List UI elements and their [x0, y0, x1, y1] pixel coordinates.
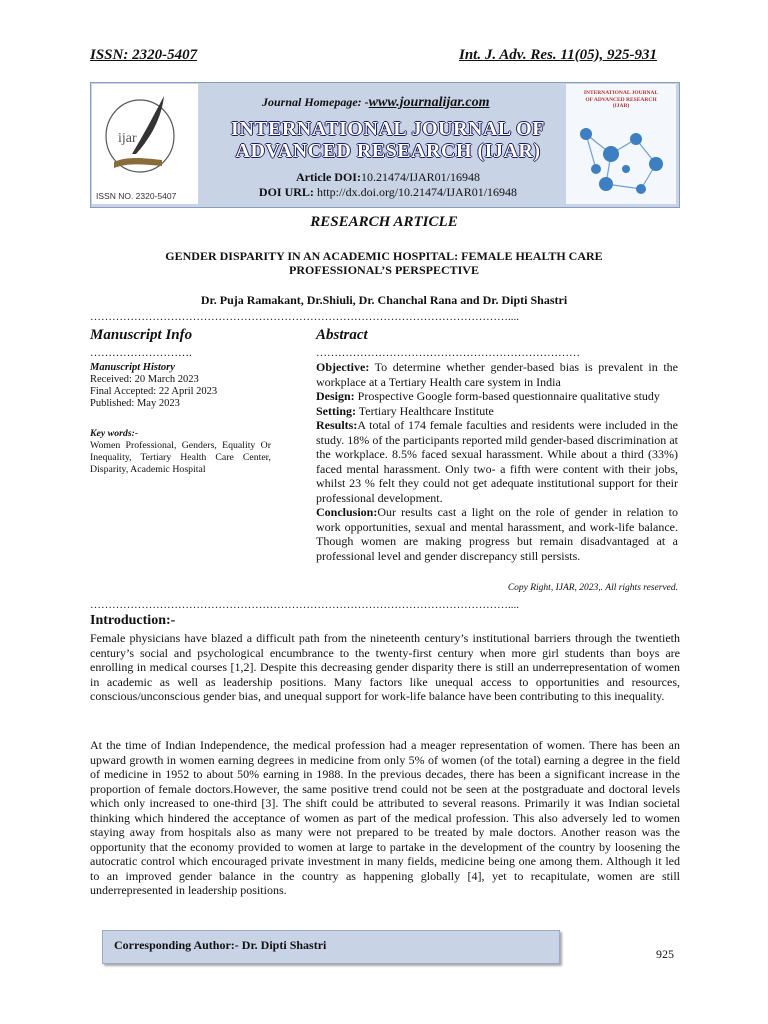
copyright-notice: Copy Right, IJAR, 2023,. All rights reserved.	[507, 583, 678, 593]
separator-bottom: ……………………………………………………………………………………………………....	[90, 599, 519, 611]
introduction-heading: Introduction:-	[90, 613, 176, 628]
article-type: RESEARCH ARTICLE	[310, 214, 458, 230]
doi-block	[218, 170, 558, 200]
doi-url-link[interactable]: http://dx.doi.org/10.21474/IJAR01/16948	[316, 185, 518, 199]
homepage-link[interactable]: www.journalijar.com	[368, 95, 490, 110]
paper-title-line1: GENDER DISPARITY IN AN ACADEMIC HOSPITAL: FEMALE HEALTH CARE	[165, 249, 603, 263]
doi-value: 10.21474/IJAR01/16948	[360, 170, 480, 184]
abstract-body	[316, 360, 678, 563]
manuscript-info-heading: Manuscript Info	[90, 327, 193, 343]
logo-issn: ISSN NO. 2320-5407	[96, 191, 177, 201]
published-date: Published: May 2023	[90, 398, 180, 409]
doi-label: Article DOI:	[296, 170, 361, 184]
abstract-heading: Abstract	[316, 327, 368, 343]
abstract-design: Design: Prospective Google form-based questionnaire qualitative study	[316, 389, 660, 403]
corresponding-author: Corresponding Author:- Dr. Dipti Shastri	[114, 938, 327, 952]
separator-top: ……………………………………………………………………………………………………....	[90, 311, 519, 323]
cover-title: INTERNATIONAL JOURNAL OF ADVANCED RESEARCH (IJAR)	[583, 90, 659, 109]
paper-title-line2: PROFESSIONAL’S PERSPECTIVE	[289, 263, 479, 277]
journal-title-line1: INTERNATIONAL JOURNAL OF	[231, 118, 545, 140]
author-list: Dr. Puja Ramakant, Dr.Shiuli, Dr. Chanchal Rana and Dr. Dipti Shastri	[200, 293, 568, 307]
introduction-paragraph-1: Female physicians have blazed a difficult path from the nineteenth century’s institutional barriers through the twentieth century’s social and psychological encumbrance to the twenty-first century when more girl students than boys are enrolling in medical courses [1,2]. Despite this decreasing gender disparity there is still an underrepresentation of women in academic as well as leadership positions. Many factors like unequal access to opportunities and resources, conscious/unconscious gender bias, and unequal support for work-life balance have been contributing to this inequality.	[90, 631, 680, 703]
logo-text: ijar	[118, 131, 137, 146]
introduction-paragraph-2: At the time of Indian Independence, the medical profession had a meager representation of women. There has been an upward growth in women earning degrees in medicine from only 5% of women (of the total) earning a degree in the field of medicine in 1952 to about 50% earning in 1988. In the previous decades, there has been a significant increase in the proportion of female doctors.However, the same positive trend could not be seen at the postgraduate and doctoral levels which only increased to one-third [3]. The shift could be attributed to several reasons. Primarily it was Indian societal thinking which hindered the acceptance of women as part of the medical profession. This also adversely led to women staying away from hospitals also as many were not prepared to be treated by male doctors. Another reason was the opportunity that the economy provided to women at large to partake in the development of the country by loosening the autocratic control which encouraged private investment in many fields, medicine being one among them. Although it led to an improved gender balance in the country as happening globally [4], yet to recapitulate, women are still underrepresented in leadership positions.	[90, 738, 680, 897]
journal-homepage	[262, 95, 490, 111]
doi-url-label: DOI URL:	[258, 185, 314, 199]
journal-logo	[92, 84, 198, 204]
abstract-dots: ………………………………………………………………	[316, 347, 580, 359]
journal-title	[218, 118, 558, 162]
journal-title-line2: ADVANCED RESEARCH (IJAR)	[235, 140, 541, 162]
keywords-label: Key words:-	[90, 428, 139, 439]
journal-cover-image	[566, 84, 676, 204]
abstract-objective: Objective: To determine whether gender-based bias is prevalent in the workplace at a Tertiary Health care system in India	[316, 360, 678, 389]
accepted-date: Final Accepted: 22 April 2023	[90, 386, 218, 397]
keywords-text: Women Professional, Genders, Equality Or Inequality, Tertiary Health Care Center, Disparity, Academic Hospital	[90, 440, 271, 475]
abstract-conclusion: Conclusion:Our results cast a light on the role of gender in relation to work opportunities, sexual and mental harassment, and work-life balance. Though women are making progress but remain disadvantaged at a professional level and gender discrepancy still persists.	[316, 505, 678, 563]
homepage-label: Journal Homepage: -	[262, 95, 369, 109]
history-label: Manuscript History	[90, 362, 175, 373]
manuscript-dots: ……………………….	[90, 347, 192, 359]
abstract-setting: Setting: Tertiary Healthcare Institute	[316, 403, 494, 418]
issn-header: ISSN: 2320-5407	[90, 47, 198, 63]
page-number: 925	[656, 947, 674, 961]
abstract-results: Results:A total of 174 female faculties and residents were included in the study. 18% of the participants reported mild gender-based discrimination at the workplace. 8.5% faced sexual harassment. While about a third (33%) faced mental harassment. Only two- a fifth were content with their jobs, whilst 23 % felt they could not get adequate institutional support for their professional development.	[316, 418, 678, 505]
received-date: Received: 20 March 2023	[90, 374, 199, 385]
citation-header: Int. J. Adv. Res. 11(05), 925-931	[459, 47, 658, 63]
manuscript-history	[90, 362, 270, 410]
paper-title	[140, 249, 628, 277]
keywords-block	[90, 428, 271, 476]
